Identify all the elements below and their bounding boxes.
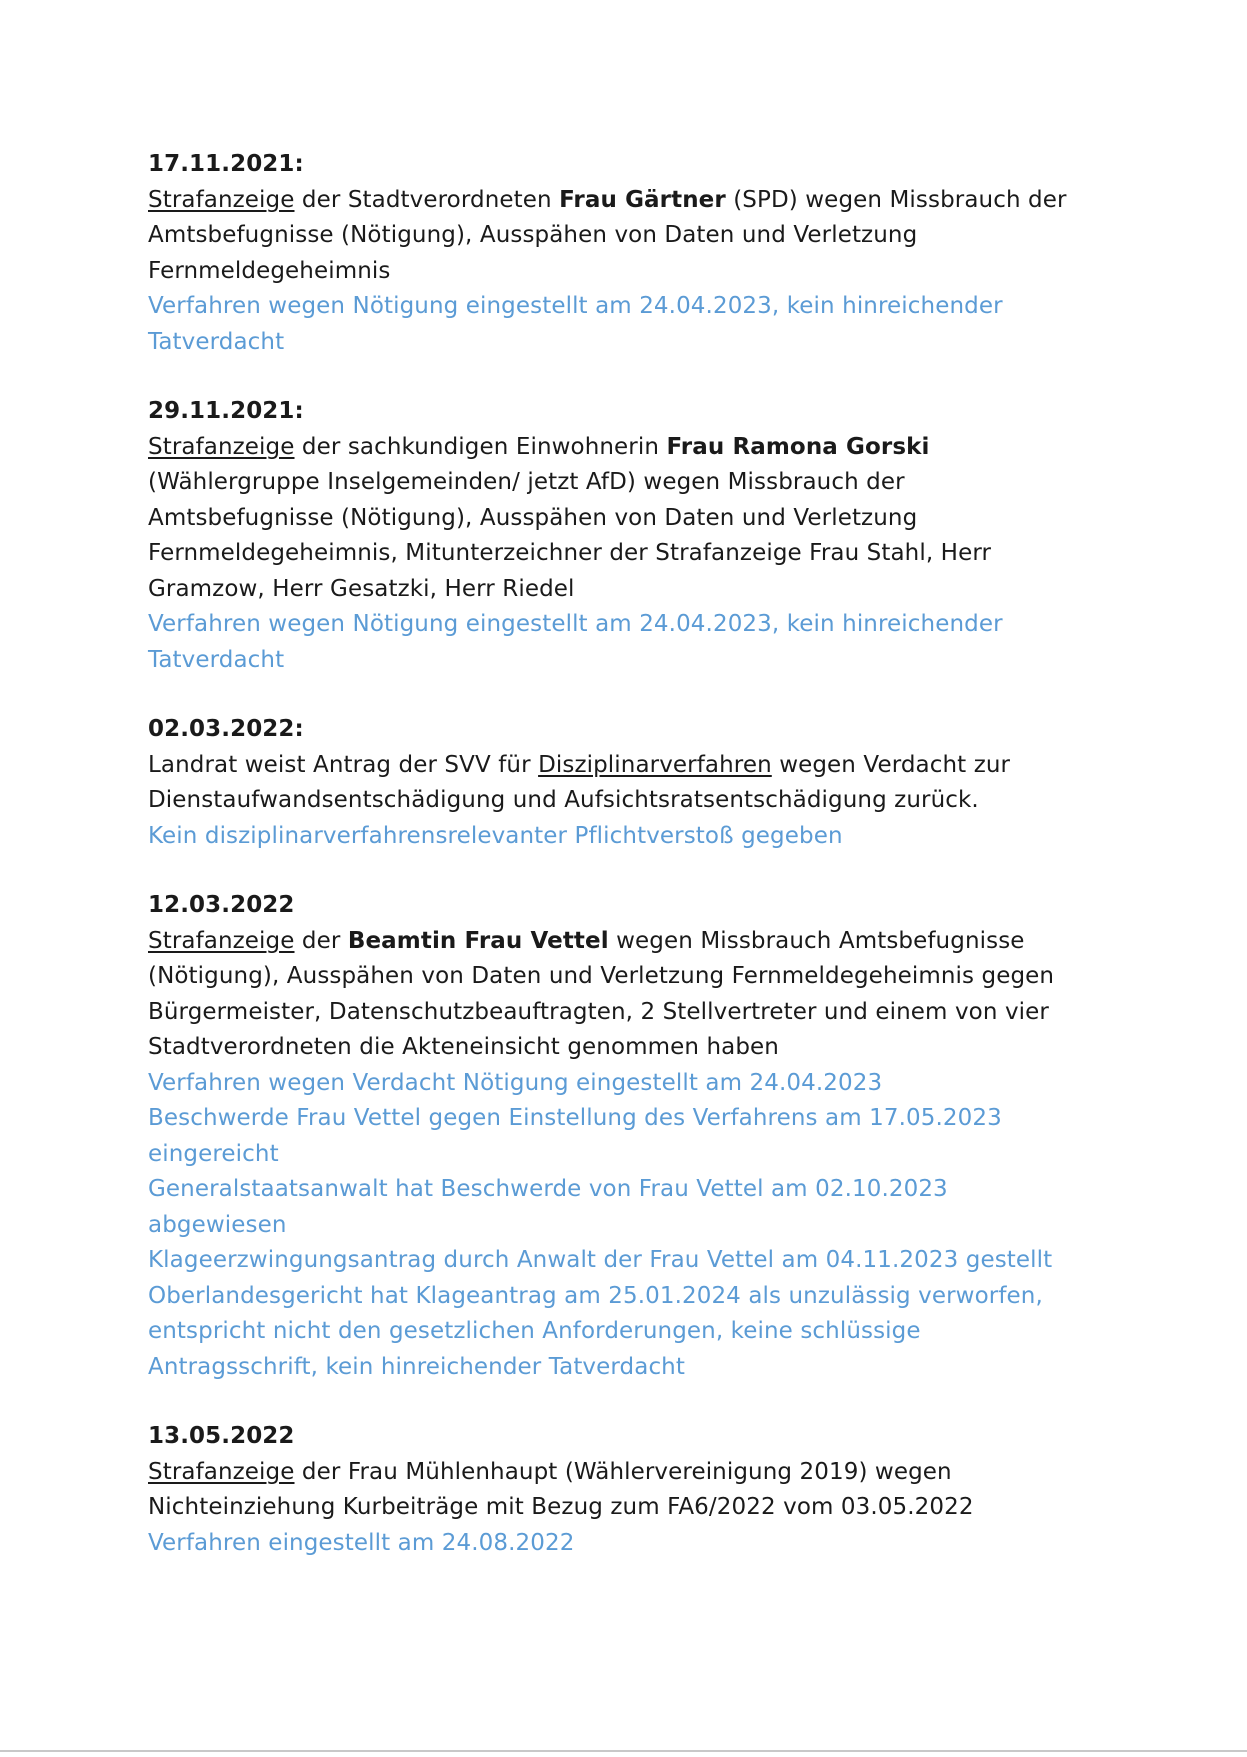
entry-text: Landrat weist Antrag der SVV für xyxy=(148,751,539,778)
entry-description xyxy=(148,748,1093,819)
entry-13-05-2022 xyxy=(148,1419,1093,1561)
entry-date: 13.05.2022 xyxy=(148,1423,295,1449)
entry-date: 02.03.2022: xyxy=(148,716,304,742)
person-name: Frau Gärtner xyxy=(559,186,726,213)
strafanzeige-label: Strafanzeige xyxy=(148,1458,295,1485)
entry-17-11-2021 xyxy=(148,147,1093,360)
status-line: Verfahren wegen Verdacht Nötigung eingestellt am 24.04.2023 xyxy=(148,1069,883,1096)
entry-status xyxy=(148,1526,1093,1562)
entry-description xyxy=(148,924,1093,1066)
entry-description xyxy=(148,183,1093,290)
entry-status xyxy=(148,819,1093,855)
entry-status xyxy=(148,289,1093,360)
person-name: Beamtin Frau Vettel xyxy=(347,927,609,954)
page-bottom-edge xyxy=(0,1750,1247,1752)
entry-text: (Wählergruppe Inselgemeinden/ jetzt AfD) wegen Missbrauch der Amtsbefugnisse (Nötigung), Ausspähen von Daten und Verletzung Fernmeldegeheimnis, Mitunterzeichner der Strafanzeige Frau Stahl, Herr Gramzow, Herr Gesatzki, Herr Riedel xyxy=(148,469,992,602)
entry-date: 29.11.2021: xyxy=(148,398,304,424)
strafanzeige-label: Strafanzeige xyxy=(148,433,295,460)
status-line: Verfahren eingestellt am 24.08.2022 xyxy=(148,1529,575,1556)
entry-description xyxy=(148,430,1093,608)
entry-date: 12.03.2022 xyxy=(148,892,295,918)
strafanzeige-label: Strafanzeige xyxy=(148,927,295,954)
document-body xyxy=(148,147,1093,1595)
entry-text: wegen Verdacht zur Dienstaufwandsentschädigung und Aufsichtsratsentschädigung zurück. xyxy=(148,751,1011,813)
status-line: Beschwerde Frau Vettel gegen Einstellung des Verfahrens am 17.05.2023 eingereicht xyxy=(148,1105,1002,1167)
entry-02-03-2022 xyxy=(148,712,1093,854)
entry-text: der xyxy=(294,927,348,954)
entry-text: der sachkundigen Einwohnerin xyxy=(294,433,667,460)
entry-description xyxy=(148,1455,1093,1526)
entry-29-11-2021 xyxy=(148,394,1093,678)
entry-status xyxy=(148,607,1093,678)
status-line: Verfahren wegen Nötigung eingestellt am 24.04.2023, kein hinreichender Tatverdacht xyxy=(148,611,1003,673)
entry-date: 17.11.2021: xyxy=(148,151,304,177)
disziplinarverfahren-label: Disziplinarverfahren xyxy=(538,751,772,778)
status-line: Kein disziplinarverfahrensrelevanter Pflichtverstoß gegeben xyxy=(148,822,843,849)
status-line: Verfahren wegen Nötigung eingestellt am 24.04.2023, kein hinreichender Tatverdacht xyxy=(148,293,1003,355)
person-name: Frau Ramona Gorski xyxy=(666,433,930,460)
entry-12-03-2022 xyxy=(148,888,1093,1385)
status-line: Klageerzwingungsantrag durch Anwalt der Frau Vettel am 04.11.2023 gestellt xyxy=(148,1247,1053,1273)
strafanzeige-label: Strafanzeige xyxy=(148,186,295,213)
entry-text: der Frau Mühlenhaupt (Wählervereinigung 2019) wegen Nichteinziehung Kurbeiträge mit Bezug zum FA6/2022 vom 03.05.2022 xyxy=(148,1458,974,1520)
entry-text: der Stadtverordneten xyxy=(294,186,560,213)
entry-text: wegen Missbrauch Amtsbefugnisse (Nötigung), Ausspähen von Daten und Verletzung Fernmeldegeheimnis gegen Bürgermeister, Datenschutzbeauftragten, 2 Stellvertreter und einem von vier Stadtverordneten die Akteneinsicht genommen haben xyxy=(148,927,1055,1060)
status-line: Oberlandesgericht hat Klageantrag am 25.01.2024 als unzulässig verworfen, entspricht nicht den gesetzlichen Anforderungen, keine schlüssige Antragsschrift, kein hinreichender Tatverdacht xyxy=(148,1282,1043,1380)
status-line: Generalstaatsanwalt hat Beschwerde von Frau Vettel am 02.10.2023 abgewiesen xyxy=(148,1176,948,1238)
entry-text: (SPD) wegen Missbrauch der Amtsbefugnisse (Nötigung), Ausspähen von Daten und Verletzung Fernmeldegeheimnis xyxy=(148,186,1067,284)
entry-status xyxy=(148,1066,1093,1386)
